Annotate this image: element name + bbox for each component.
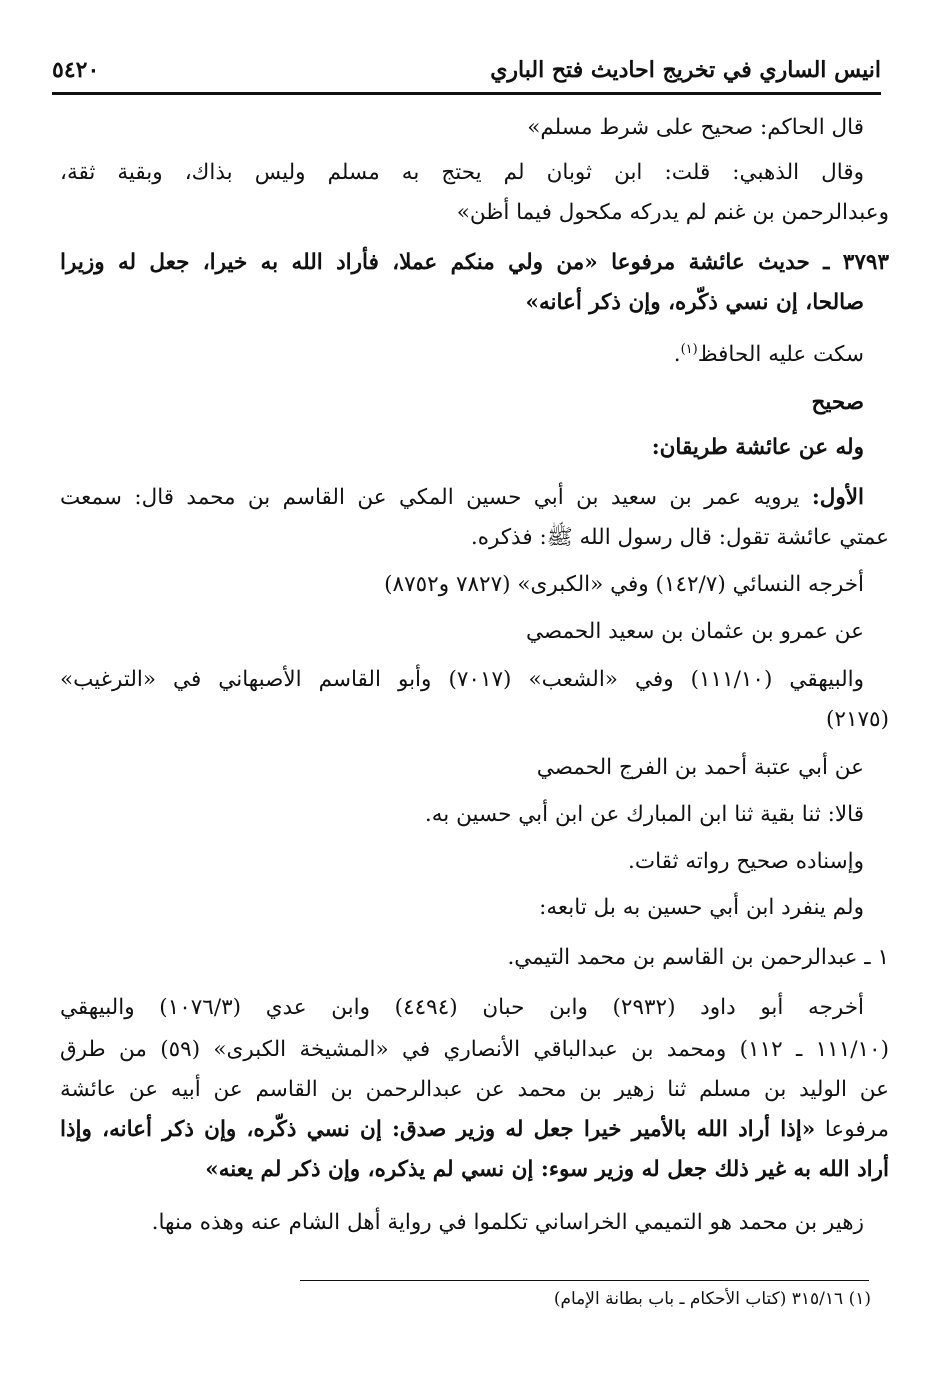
text-line: ولم ينفرد ابن أبي حسين به بل تابعه: <box>539 895 864 920</box>
text-line: أخرجه أبو داود (٢٩٣٢) وابن حبان (٤٤٩٤) وابن عدي (١٠٧٦/٣) والبيهقي <box>60 995 864 1020</box>
hadith-line: صالحا، إن نسي ذكّره، وإن ذكر أعانه» <box>525 290 864 315</box>
list-item: ١ ـ عبدالرحمن بن القاسم بن محمد التيمي. <box>507 945 889 970</box>
section-heading: وله عن عائشة طريقان: <box>651 435 864 460</box>
running-title: انيس الساري في تخريج احاديث فتح الباري <box>490 57 881 83</box>
text-line: عن عمرو بن عثمان بن سعيد الحمصي <box>525 619 864 644</box>
text-line: والبيهقي (١١١/١٠) وفي «الشعب» (٧٠١٧) وأبو القاسم الأصبهاني في «الترغيب» <box>60 667 864 692</box>
running-header <box>52 50 881 90</box>
hadith-text: «إذا أراد الله بالأمير خيرا جعل له وزير صدق: إن نسي ذكّره، وإن ذكر أعانه، وإذا <box>60 1117 816 1142</box>
text-line: قال الحاكم: صحيح على شرط مسلم» <box>527 115 864 140</box>
text-line: سكت عليه الحافظ$^{(١)}$. <box>673 342 864 368</box>
text-line: وعبدالرحمن بن غنم لم يدركه مكحول فيما أظن» <box>456 200 889 225</box>
marfu-label: مرفوعا <box>824 1117 889 1142</box>
footnote <box>100 1284 871 1314</box>
page-number: ٥٤٢٠ <box>52 57 100 83</box>
text-line: أخرجه النسائي (١٤٢/٧) وفي «الكبرى» (٧٨٢٧ و٨٧٥٢) <box>384 572 864 597</box>
grade-line: صحيح <box>811 390 864 415</box>
text-line: زهير بن محمد هو التميمي الخراساني تكلموا في رواية أهل الشام عنه وهذه منها. <box>151 1210 864 1235</box>
text-line <box>60 1110 889 1150</box>
text-line: قالا: ثنا بقية ثنا ابن المبارك عن ابن أبي حسين به. <box>424 802 864 827</box>
hadith-line: أراد الله به غير ذلك جعل له وزير سوء: إن نسي لم يذكره، وإن ذكر لم يعنه» <box>205 1157 889 1182</box>
first-label: الأول: <box>811 485 864 510</box>
first-text: يرويه عمر بن سعيد بن أبي حسين المكي عن القاسم بن محمد قال: سمعت <box>60 485 800 510</box>
hadith-line: ٣٧٩٣ ـ حديث عائشة مرفوعا «من ولي منكم عملا، فأراد الله به خيرا، جعل له وزيرا <box>60 250 889 275</box>
footnote-rule <box>300 1280 869 1281</box>
text-line <box>60 478 864 518</box>
footnote-ref: (١) <box>680 342 698 357</box>
text-line: عمتي عائشة تقول: قال رسول الله ﷺ: فذكره. <box>470 525 889 550</box>
text-line: (٢١٧٥) <box>826 707 889 732</box>
text-line: (١١١/١٠ ـ ١١٢) ومحمد بن عبدالباقي الأنصاري في «المشيخة الكبرى» (٥٩) من طرق <box>60 1037 889 1062</box>
header-rule <box>52 92 881 95</box>
note-text: سكت عليه الحافظ <box>697 342 864 368</box>
text-line: عن الوليد بن مسلم ثنا زهير بن محمد عن عبدالرحمن بن القاسم عن أبيه عن عائشة <box>60 1077 889 1102</box>
text-line: وإسناده صحيح رواته ثقات. <box>628 849 864 874</box>
footnote-text: ٣١٥/١٦ (كتاب الأحكام ـ باب بطانة الإمام) <box>553 1289 844 1309</box>
footnote-marker: (١) <box>848 1289 871 1309</box>
text-line: عن أبي عتبة أحمد بن الفرج الحمصي <box>536 755 864 780</box>
text-line: وقال الذهبي: قلت: ابن ثوبان لم يحتج به مسلم وليس بذاك، وبقية ثقة، <box>60 160 864 185</box>
